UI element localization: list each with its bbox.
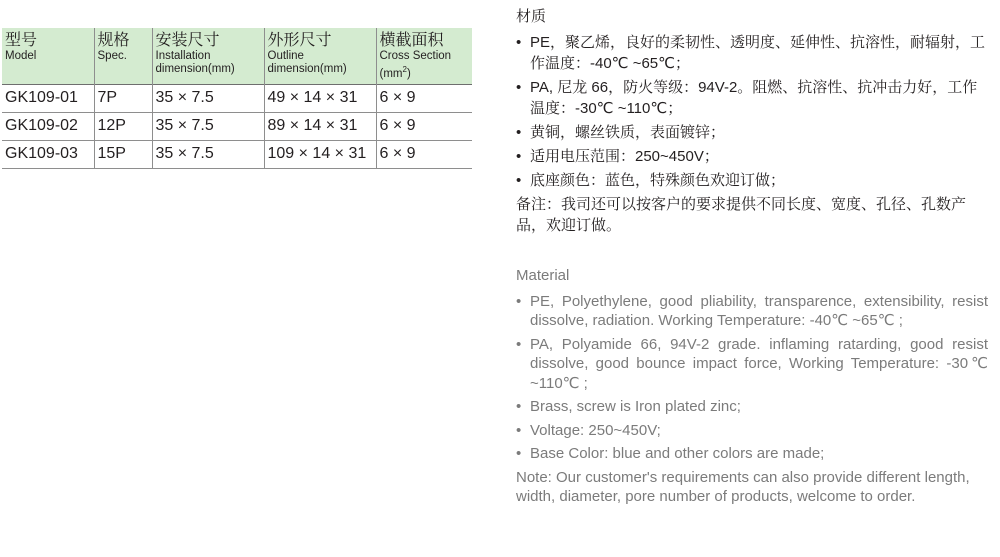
cell-spec: 12P [94, 112, 152, 140]
cell-installation: 35 × 7.5 [152, 84, 264, 112]
english-section [516, 266, 988, 507]
bullet-icon: • [516, 172, 522, 189]
list-item-text: PA, 尼龙 66，防火等级：94V-2。阻燃、抗溶性、抗冲击力好，工作温度：-30℃ ~110℃； [530, 79, 978, 117]
header-cross-section-cn: 横截面积 [379, 32, 444, 49]
list-item-text: PA, Polyamide 66, 94V-2 grade. inflaming ratarding, good resist dissolve, good bounce impact force, Working Temperature: -30℃ ~110℃ ; [530, 335, 988, 392]
header-cross-section-sup: 2 [402, 65, 407, 74]
bullet-icon: • [516, 292, 522, 310]
list-item [516, 77, 988, 119]
chinese-note: 备注：我司还可以按客户的要求提供不同长度、宽度、孔径、孔数产品，欢迎订做。 [516, 196, 967, 234]
cell-outline: 109 × 14 × 31 [264, 140, 376, 168]
list-item-text: Base Color: blue and other colors are made; [530, 445, 825, 462]
header-cross-section [376, 28, 472, 84]
list-item-text: 黄铜，螺丝铁质，表面镀锌； [530, 124, 726, 141]
list-item [516, 421, 988, 441]
bullet-icon: • [516, 335, 522, 353]
header-outline-cn: 外形尺寸 [267, 32, 332, 49]
header-outline-en: Outline dimension(mm) [267, 50, 347, 75]
cell-cross-section: 6 × 9 [376, 140, 472, 168]
english-note: Note: Our customer's requirements can also provide different length, width, diameter, pore number of products, welcome to order. [516, 468, 970, 505]
table-row [2, 84, 472, 112]
cell-spec: 15P [94, 140, 152, 168]
list-item [516, 32, 988, 74]
header-spec-en: Spec. [97, 50, 127, 62]
spec-table [2, 28, 472, 169]
list-item-text: 底座颜色：蓝色，特殊颜色欢迎订做； [530, 172, 786, 189]
header-installation [152, 28, 264, 84]
material-description [516, 6, 988, 507]
list-item [516, 122, 988, 143]
header-cross-section-en-text: Cross Section (mm [379, 50, 452, 80]
cell-model: GK109-03 [2, 140, 94, 168]
list-item-text: PE，聚乙烯，良好的柔韧性、透明度、延伸性、抗溶性，耐辐射，工作温度：-40℃ ~65℃； [530, 34, 986, 72]
cell-spec: 7P [94, 84, 152, 112]
header-spec-cn: 规格 [97, 32, 130, 49]
bullet-icon: • [516, 79, 522, 96]
header-model [2, 28, 94, 84]
header-installation-en: Installation dimension(mm) [155, 50, 235, 75]
chinese-list [516, 32, 988, 191]
cell-installation: 35 × 7.5 [152, 140, 264, 168]
english-heading: Material [516, 267, 570, 284]
bullet-icon: • [516, 398, 522, 415]
header-outline [264, 28, 376, 84]
list-item-text: Voltage: 250~450V; [530, 421, 661, 439]
spec-table-header [2, 28, 472, 84]
cell-outline: 49 × 14 × 31 [264, 84, 376, 112]
bullet-icon: • [516, 148, 522, 165]
list-item [516, 335, 988, 394]
cell-model: GK109-02 [2, 112, 94, 140]
cell-cross-section: 6 × 9 [376, 112, 472, 140]
list-item-text: 适用电压范围：250~450V； [530, 148, 719, 165]
table-row [2, 140, 472, 168]
list-item [516, 292, 988, 331]
english-list [516, 292, 988, 464]
cell-outline: 89 × 14 × 31 [264, 112, 376, 140]
chinese-section [516, 6, 988, 236]
list-item [516, 146, 988, 167]
bullet-icon: • [516, 124, 522, 141]
header-spec [94, 28, 152, 84]
header-model-cn: 型号 [5, 32, 38, 49]
list-item-text: PE, Polyethylene, good pliability, transparence, extensibility, resist dissolve, radiation. Working Temperature: -40℃ ~65℃ ; [530, 292, 988, 329]
list-item-text: Brass, screw is Iron plated zinc; [530, 398, 741, 415]
bullet-icon: • [516, 421, 522, 439]
list-item [516, 397, 988, 417]
header-model-en: Model [5, 50, 37, 62]
table-row [2, 112, 472, 140]
list-item [516, 170, 988, 191]
cell-cross-section: 6 × 9 [376, 84, 472, 112]
cell-installation: 35 × 7.5 [152, 112, 264, 140]
chinese-heading: 材质 [516, 8, 547, 25]
header-installation-cn: 安装尺寸 [155, 32, 220, 49]
header-cross-section-tail: ) [406, 67, 411, 80]
header-cross-section-en [380, 50, 470, 81]
bullet-icon: • [516, 34, 522, 51]
list-item [516, 444, 988, 464]
bullet-icon: • [516, 445, 522, 462]
cell-model: GK109-01 [2, 84, 94, 112]
